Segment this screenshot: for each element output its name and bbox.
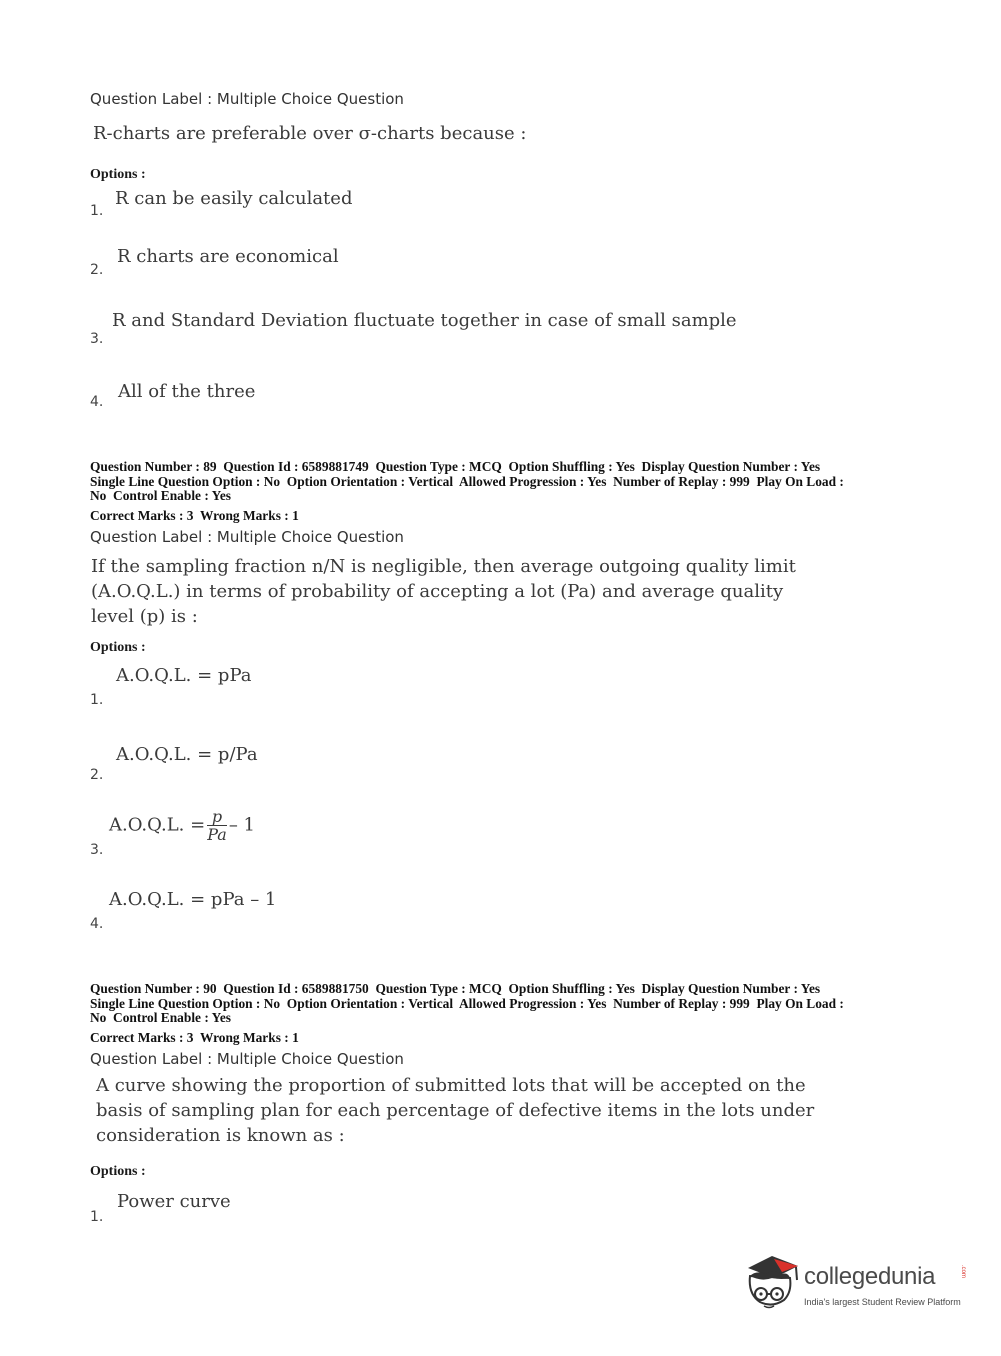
brand-tagline: India's largest Student Review Platform	[804, 1297, 961, 1307]
question-label: Question Label : Multiple Choice Question	[90, 1050, 404, 1068]
option-number: 4.	[90, 916, 104, 932]
option-text: R charts are economical	[117, 246, 339, 267]
option-text: Power curve	[117, 1191, 231, 1212]
question-text: R-charts are preferable over σ-charts because :	[93, 123, 527, 144]
brand-suffix: .com	[960, 1265, 966, 1279]
option-text: A.O.Q.L. = pPa	[116, 665, 252, 686]
options-heading: Options :	[90, 640, 146, 655]
option-number: 1.	[90, 692, 104, 708]
option-number: 3.	[90, 842, 104, 858]
question-text: A curve showing the proportion of submitted lots that will be accepted on the basis of sampling plan for each percentage of defective items in the lots under consideration is known as :	[96, 1075, 815, 1146]
marks-info: Correct Marks : 3 Wrong Marks : 1	[90, 508, 299, 523]
question-label: Question Label : Multiple Choice Question	[90, 528, 404, 546]
option-text: A.O.Q.L. = p/Pa	[116, 744, 258, 765]
collegedunia-logo[interactable]	[742, 1250, 972, 1320]
question-meta: Question Number : 90 Question Id : 6589881750 Question Type : MCQ Option Shuffling : Yes Display Question Number : Yes Single Line Question Option : No Option Orientation : Vertical Allowed Progression : Yes Number of Replay : 999 Play On Load : No Control Enable : Yes	[90, 981, 844, 1025]
option-number: 3.	[90, 331, 104, 347]
option-text: All of the three	[118, 381, 256, 402]
marks-info: Correct Marks : 3 Wrong Marks : 1	[90, 1030, 299, 1045]
options-heading: Options :	[90, 1164, 146, 1179]
option-text: R and Standard Deviation fluctuate together in case of small sample	[112, 310, 737, 331]
option-number: 2.	[90, 767, 104, 783]
question-meta: Question Number : 89 Question Id : 6589881749 Question Type : MCQ Option Shuffling : Yes Display Question Number : Yes Single Line Question Option : No Option Orientation : Vertical Allowed Progression : Yes Number of Replay : 999 Play On Load : No Control Enable : Yes	[90, 459, 844, 503]
fraction: $\frac{p}{Pa}$	[207, 807, 227, 844]
option-text: R can be easily calculated	[115, 188, 353, 209]
question-label: Question Label : Multiple Choice Question	[90, 90, 404, 108]
mascot-icon	[742, 1250, 802, 1312]
question-text: If the sampling fraction n/N is negligible, then average outgoing quality limit (A.O.Q.L.) in terms of probability of accepting a lot (Pa) and average quality level (p) is :	[91, 556, 796, 627]
option-number: 1.	[90, 203, 104, 219]
option-number: 4.	[90, 394, 104, 410]
option-number: 1.	[90, 1209, 104, 1225]
options-heading: Options :	[90, 167, 146, 182]
option-text: A.O.Q.L. = pPa – 1	[109, 889, 277, 910]
brand-name: collegedunia	[804, 1263, 936, 1290]
option-number: 2.	[90, 262, 104, 278]
option-text: A.O.Q.L. = $\frac{p}{Pa}$ – 1	[109, 807, 255, 844]
